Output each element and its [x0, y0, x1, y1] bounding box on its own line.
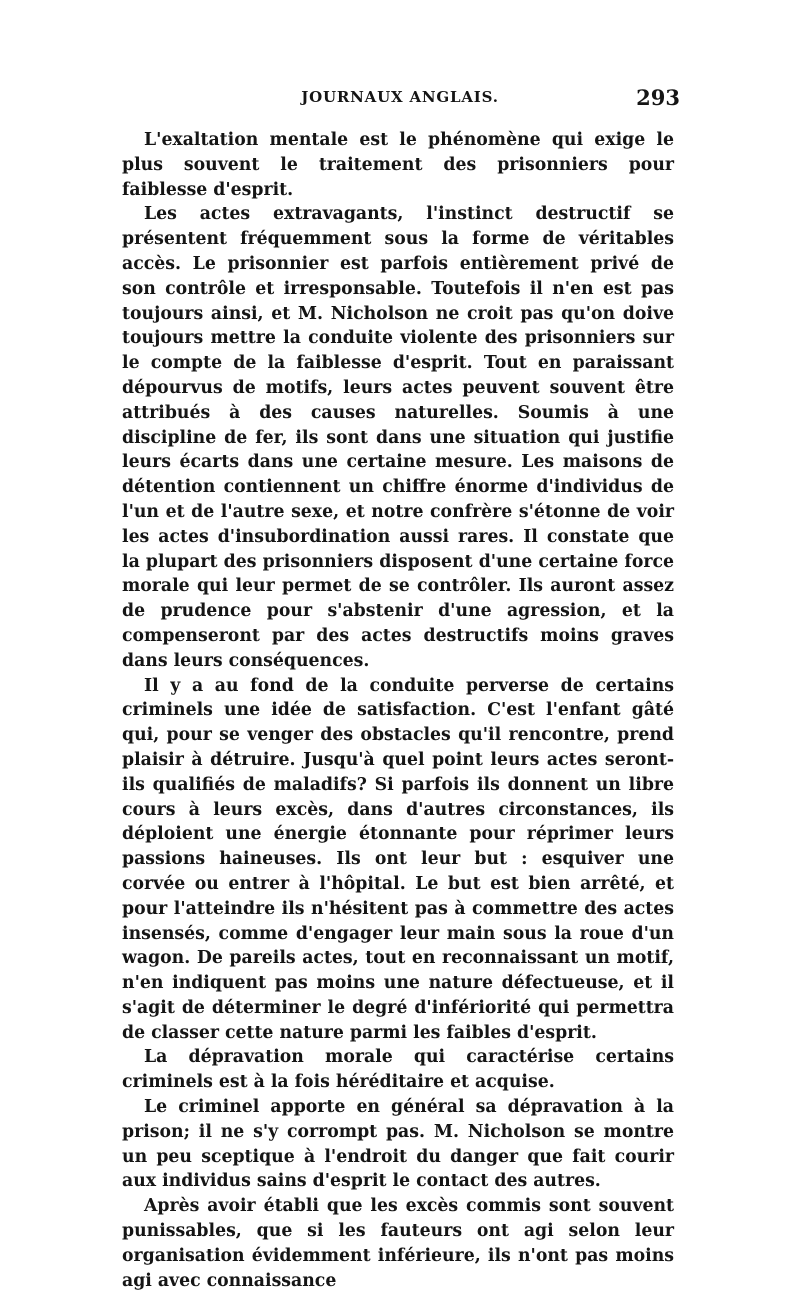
running-title: JOURNAUX ANGLAIS. [301, 88, 499, 106]
paragraph: Les actes extravagants, l'instinct destructif se présentent fréquemment sous la forme de véritables accès. Le prisonnier est parfois entièrement privé de son contrôle et irresponsable. Toutefois il n'en est pas toujours ainsi, et M. Nicholson ne croit pas qu'on doive toujours mettre la conduite violente des prisonniers sur le compte de la faiblesse d'esprit. Tout en paraissant dépourvus de motifs, leurs actes peuvent souvent être attribués à des causes naturelles. Soumis à une discipline de fer, ils sont dans une situation qui justifie leurs écarts dans une certaine mesure. Les maisons de détention contiennent un chiffre énorme d'individus de l'un et de l'autre sexe, et notre confrère s'étonne de voir les actes d'insubordination aussi rares. Il constate que la plupart des prisonniers disposent d'une certaine force morale qui leur permet de se contrôler. Ils auront assez de prudence pour s'abstenir d'une agression, et la compenseront par des actes destructifs moins graves dans leurs conséquences. [122, 204, 674, 671]
page-number: 293 [636, 85, 680, 110]
paragraph: Le criminel apporte en général sa dépravation à la prison; il ne s'y corrompt pas. M. Nicholson se montre un peu sceptique à l'endroit du danger que fait courir aux individus sains d'esprit le contact des autres. [122, 1097, 674, 1192]
running-head [120, 85, 680, 118]
paragraph: La dépravation morale qui caractérise certains criminels est à la fois héréditaire et acquise. [122, 1047, 674, 1093]
paragraph: L'exaltation mentale est le phénomène qui exige le plus souvent le traitement des prisonniers pour faiblesse d'esprit. [122, 130, 674, 200]
paragraph: Après avoir établi que les excès commis sont souvent punissables, que si les fauteurs ont agi selon leur organisation évidemment inférieure, ils n'ont pas moins agi avec connaissance [122, 1196, 674, 1291]
body-text [122, 128, 674, 1293]
paragraph: Il y a au fond de la conduite perverse de certains criminels une idée de satisfaction. C'est l'enfant gâté qui, pour se venger des obstacles qu'il rencontre, prend plaisir à détruire. Jusqu'à quel point leurs actes seront-ils qualifiés de maladifs? Si parfois ils donnent un libre cours à leurs excès, dans d'autres circonstances, ils déploient une énergie étonnante pour réprimer leurs passions haineuses. Ils ont leur but : esquiver une corvée ou entrer à l'hôpital. Le but est bien arrêté, et pour l'atteindre ils n'hésitent pas à commettre des actes insensés, comme d'engager leur main sous la roue d'un wagon. De pareils actes, tout en reconnaissant un motif, n'en indiquent pas moins une nature défectueuse, et il s'agit de déterminer le degré d'infériorité qui permettra de classer cette nature parmi les faibles d'esprit. [122, 675, 674, 1043]
